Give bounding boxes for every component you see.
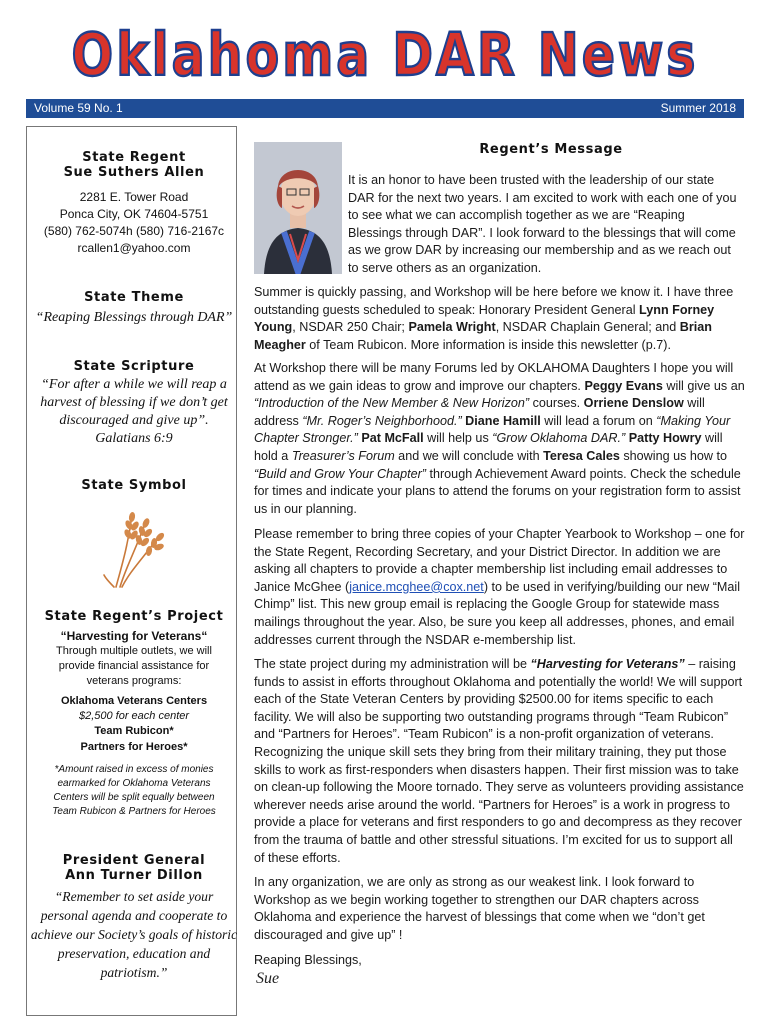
email-link[interactable]: janice.mcghee@cox.net — [349, 579, 484, 594]
scripture-ref: Galatians 6:9 — [95, 431, 173, 446]
issue-bar — [26, 99, 744, 118]
regent-name: Sue Suthers Allen — [63, 165, 205, 180]
paragraph-speakers: Summer is quickly passing, and Workshop will be here before we know it. I have three outstanding guests scheduled to speak: Honorary President General Lynn Forney Young, NSDAR 250 Chair; Pamela Wright, NSDAR Chaplain General; and Brian Meagher of Team Rubicon. More information is inside this newsletter (p.7). — [254, 285, 734, 352]
pg-quote: “Remember to set aside your personal agenda and cooperate to achieve our Society’s goals of historic preservation, education and patriotism.” — [30, 889, 238, 980]
paragraph-closing: In any organization, we are only as strong as our weakest link. I look forward to Workshop as we begin working together to strengthen our DAR chapters across Oklahoma and experience the harvest of blessings that come when we “don’t get discouraged and give up” ! — [254, 875, 705, 942]
signature: Sue — [256, 970, 280, 987]
phone-numbers: (580) 762-5074h (580) 716-2167c — [43, 224, 225, 238]
regent-heading: State Regent — [82, 150, 186, 165]
issue-season: Summer 2018 — [660, 101, 736, 115]
newsletter-title: Oklahoma DAR News — [71, 20, 699, 90]
project-footnote: *Amount raised in excess of monies earmarked for Oklahoma Veterans Centers will be split equally between Team Rubicon & Partners for Heroes — [52, 764, 216, 817]
intro-paragraph: It is an honor to have been trusted with the leadership of our state DAR for the next two years. I am excited to work with each one of you to see what we can accomplish together as we are “Reaping Blessings through DAR”. I look forward to the blessings that will come as we grow DAR by increasing our membership and as we reach out to serve others as an organization. — [348, 173, 737, 275]
address-line-2: Ponca City, OK 74604-5751 — [59, 207, 209, 221]
volume-number: Volume 59 No. 1 — [34, 101, 123, 115]
project-description: Through multiple outlets, we will provide financial assistance for veterans programs: — [56, 645, 212, 687]
masthead — [0, 20, 770, 90]
symbol-heading: State Symbol — [81, 478, 187, 493]
theme-heading: State Theme — [84, 290, 184, 305]
pg-name: Ann Turner Dillon — [65, 868, 203, 883]
paragraph-project: The state project during my administration will be “Harvesting for Veterans” – raising funds to assist in efforts throughout Oklahoma and potentially the world! We will support each of the State Veteran Centers by providing $2500.00 for items specific to each facility. We will also be supporting two outstanding programs through “Team Rubicon” and “Partners for Heroes”. “Team Rubicon” is a non-profit organization of veterans. Recognizing the unique skill sets they bring from their military training, they put those skills to work as first-responders when disasters happen. Their first mission was to take on clean-up following the Moore tornado. They serve as volunteers providing assistance wherever needs arise around the world. “Partners for Heroes” is a work in progress to provide a place for veterans and first responders to go and decompress as they recover from the trauma of battle and other stressful situations. I’m excited for us to support all of these efforts. — [254, 657, 744, 865]
wheat-icon — [102, 505, 172, 589]
scripture-text: “For after a while we will reap a harvest of blessing if we don’t get discouraged and give up”. — [40, 377, 228, 428]
rubicon-label: Team Rubicon* — [94, 725, 174, 737]
portrait-image — [254, 142, 342, 274]
scripture-heading: State Scripture — [73, 359, 195, 374]
paragraph-yearbook: Please remember to bring three copies of your Chapter Yearbook to Workshop – one for the State Regent, Recording Secretary, and your District Director. In addition we are asking all chapters to provide a chapter membership list including email addresses to Janice McGhee (janice.mcghee@cox.net) to be used in verifying/building our new “Mail Chimp” list. This new group email is replacing the Google Group for statewide mass mailings throughout the year. Also, be sure you keep all addresses, phones, and email addresses current through the NSDAR e-membership list. — [254, 527, 745, 647]
heroes-label: Partners for Heroes* — [80, 741, 188, 753]
sidebar — [30, 150, 238, 982]
theme-text: “Reaping Blessings through DAR” — [35, 310, 233, 325]
paragraph-forums: At Workshop there will be many Forums led by OKLAHOMA Daughters I hope you will attend as we gain ideas to grow and improve our chapters. Peggy Evans will give us an “Introduction of the New Member & New Horizon” courses. Orriene Denslow will address “Mr. Roger’s Neighborhood.” Diane Hamill will lead a forum on “Making Your Chapter Stronger.” Pat McFall will help us “Grow Oklahoma DAR.” Patty Howry will hold a Treasurer’s Forum and we will conclude with Teresa Cales showing us how to “Build and Grow Your Chapter” through Achievement Award points. Check the schedule for times and indicate your plans to attend the forums on your registration form to assist us in our planning. — [254, 361, 745, 516]
address-line-1: 2281 E. Tower Road — [79, 190, 189, 204]
pg-heading: President General — [62, 853, 206, 868]
message-title: Regent’s Message — [479, 142, 623, 157]
closing-line: Reaping Blessings, — [254, 953, 362, 967]
centers-label: Oklahoma Veterans Centers — [60, 695, 208, 707]
project-heading: State Regent’s Project — [44, 609, 224, 624]
centers-amount: $2,500 for each center — [78, 710, 190, 722]
project-title: “Harvesting for Veterans“ — [60, 629, 208, 643]
regent-photo — [254, 142, 342, 274]
regent-email: rcallen1@yahoo.com — [77, 241, 191, 255]
